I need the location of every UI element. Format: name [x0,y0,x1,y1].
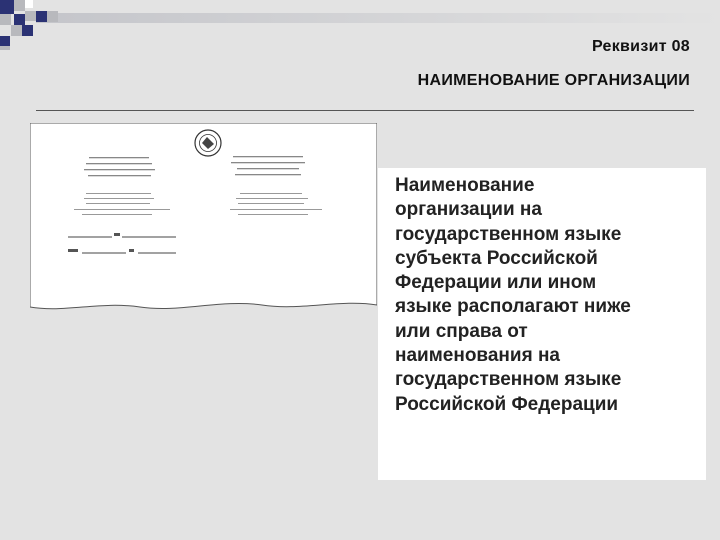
page-subtitle: НАИМЕНОВАНИЕ ОРГАНИЗАЦИИ [417,72,690,89]
letterhead-sample-image [30,123,377,331]
page-title: Реквизит 08 [591,38,690,55]
slide-title [418,38,690,90]
text-panel [378,168,706,480]
body-text: Наименование организации на государственном языке субъекта Российской Федерации или ином языке располагают ниже или справа от наименования на государственном языке Российской Федерации [395,175,631,415]
title-divider [36,110,694,111]
